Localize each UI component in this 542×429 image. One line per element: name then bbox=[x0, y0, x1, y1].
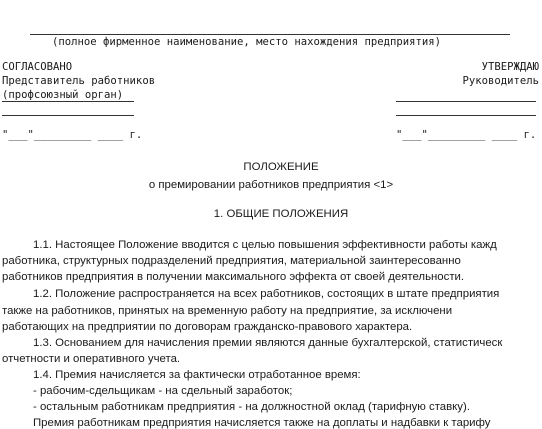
body-line: - рабочим-сдельщикам - на сдельный заработок; bbox=[33, 385, 293, 397]
document-subtitle: о премировании работников предприятия <1> bbox=[148, 179, 394, 191]
body-line: - остальным работникам предприятия - на должностной оклад (тарифную ставку). bbox=[33, 401, 470, 413]
body-line: отчетности и оперативного учета. bbox=[2, 353, 181, 365]
body-line: 1.2. Положение распространяется на всех работников, состоящих в штате предприятия bbox=[33, 288, 500, 300]
right-approval-line1: Руководитель bbox=[462, 75, 539, 87]
company-name-line bbox=[30, 34, 510, 35]
right-signature-line-2 bbox=[396, 115, 536, 116]
right-approval-title: УТВЕРЖДАЮ bbox=[481, 61, 539, 73]
left-signature-line-2 bbox=[2, 115, 134, 116]
body-line: работающих на предприятии по договорам гражданско-правового характера. bbox=[2, 321, 413, 333]
left-approval-title: СОГЛАСОВАНО bbox=[2, 61, 73, 73]
body-line: работников предприятия в получении максимального эффекта от своей деятельности. bbox=[2, 271, 465, 283]
body-line: 1.3. Основанием для начисления премии являются данные бухгалтерской, статистическ bbox=[33, 337, 503, 349]
body-line: 1.4. Премия начисляется за фактически отработанное время: bbox=[33, 369, 361, 381]
right-signature-line-1 bbox=[396, 101, 536, 102]
section-heading: 1. ОБЩИЕ ПОЛОЖЕНИЯ bbox=[213, 208, 349, 220]
body-line: Премия работникам предприятия начисляется также на доплаты и надбавки к тарифу bbox=[33, 417, 491, 429]
body-line: работника, структурных подразделений предприятия, материальной заинтересованно bbox=[2, 255, 461, 267]
document-title: ПОЛОЖЕНИЕ bbox=[243, 161, 319, 173]
left-approval-line2: (профсоюзный орган) bbox=[2, 89, 124, 101]
left-approval-line1: Представитель работников bbox=[2, 75, 156, 87]
body-line: также на работников, принятых на временную работу на предприятие, за исключени bbox=[2, 305, 453, 317]
company-caption: (полное фирменное наименование, место нахождения предприятия) bbox=[52, 36, 442, 48]
left-date: "___"_________ ____ г. bbox=[2, 129, 143, 141]
right-date: "___"_________ ____ г. bbox=[396, 129, 537, 141]
body-line: 1.1. Настоящее Положение вводится с целью повышения эффективности работы кажд bbox=[33, 239, 497, 251]
left-signature-line-1 bbox=[2, 101, 134, 102]
